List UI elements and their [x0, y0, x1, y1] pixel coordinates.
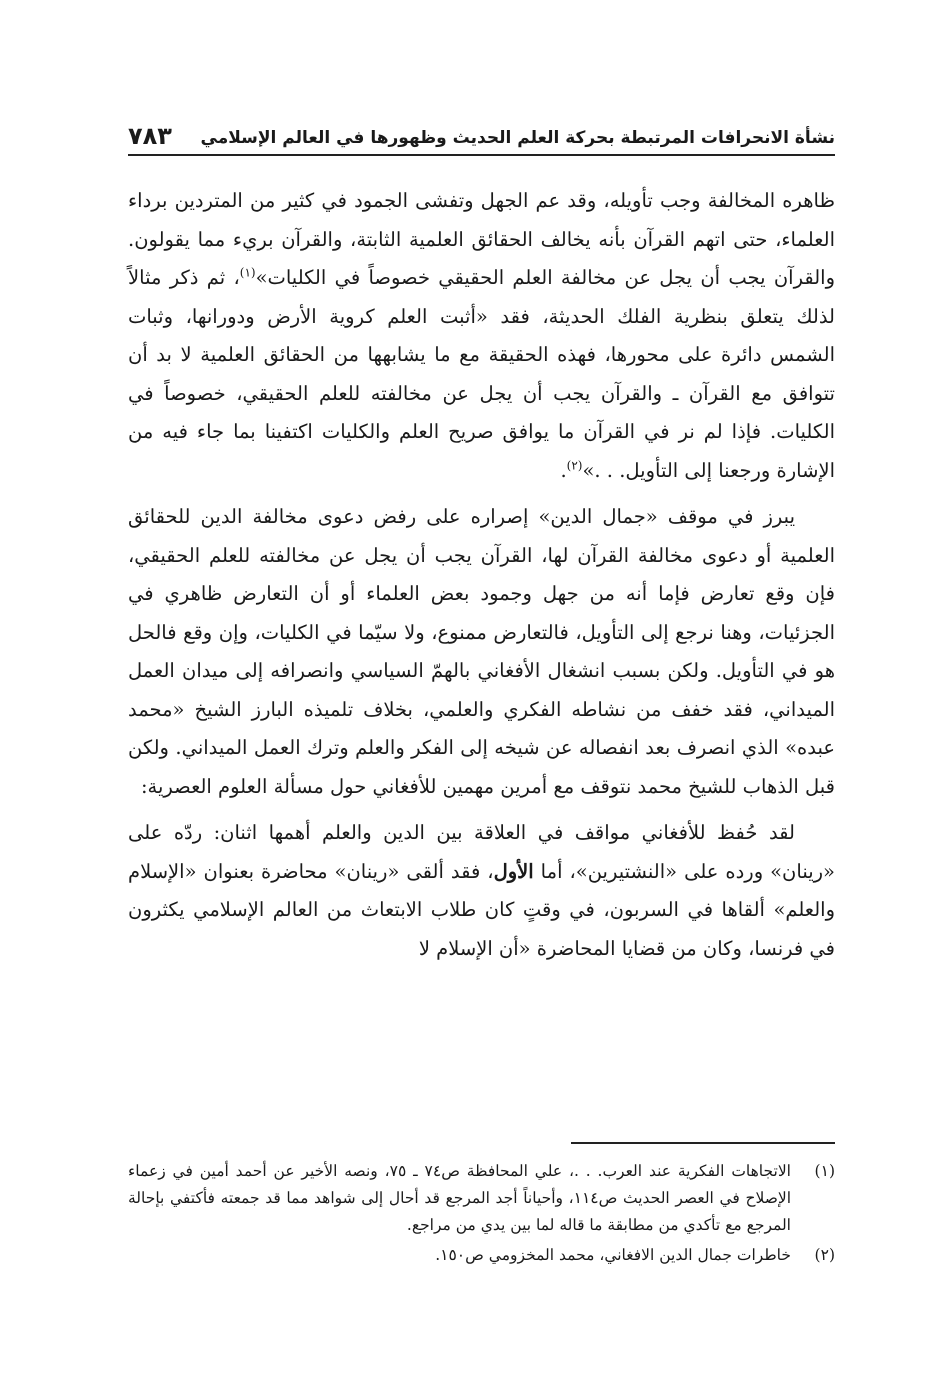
footnote-number: (٢) — [814, 1246, 835, 1264]
footnote-text: الاتجاهات الفكرية عند العرب. . .، علي المحافظة ص٧٤ ـ ٧٥، ونصه الأخير عن أحمد أمين في زعماء الإصلاح في العصر الحديث ص١١٤، وأحياناً أجد المرجع قد أحال إلى شواهد مما قد جمعته فأكتفي بإحالة المرجع مع تأكدي من مطابقة ما قاله لما بين يدي من مراجع. — [128, 1162, 792, 1234]
paragraph-3-text-a: لقد حُفظ للأفغاني مواقف في العلاقة بين الدين والعلم أهمها اثنان: ردّه على «رينان» ورده على «النشتيرين»، أما — [128, 821, 835, 883]
paragraph-1 — [128, 182, 835, 490]
page-header — [128, 108, 835, 156]
footnote-text: خاطرات جمال الدين الافغاني، محمد المخزومي ص١٥٠. — [435, 1246, 791, 1264]
body-text — [128, 182, 835, 968]
paragraph-1-text: ظاهره المخالفة وجب تأويله، وقد عم الجهل وتفشى الجمود في كثير من المتردين برداء العلماء، حتى اتهم القرآن بأنه يخالف الحقائق العلمية الثابتة، والقرآن بريء مما يقولون. والقرآن يجب أن يجل عن مخالفة العلم الحقيقي خصوصاً في الكليات» — [128, 189, 835, 289]
footnotes — [128, 1158, 835, 1272]
paragraph-1-end: . — [560, 458, 567, 482]
running-title: نشأة الانحرافات المرتبطة بحركة العلم الحديث وظهورها في العالم الإسلامي — [200, 128, 835, 148]
paragraph-2: يبرز في موقف «جمال الدين» إصراره على رفض دعوى مخالفة الدين للحقائق العلمية أو دعوى مخالفة القرآن لها، القرآن يجب أن يجل عن مخالفته للعلم الحقيقي، فإن وقع تعارض فإما أنه من جهل وجمود بعض العلماء أو أن التعارض ظاهري في الجزئيات، وهنا نرجع إلى التأويل، فالتعارض ممنوع، ولا سيّما في الكليات، وإن وقع فالحل هو في التأويل. ولكن بسبب انشغال الأفغاني بالهمّ السياسي وانصرافه إلى ميدان العمل الميداني، فقد خفف من نشاطه الفكري والعلمي، بخلاف تلميذه البارز الشيخ «محمد عبده» الذي انصرف بعد انفصاله عن شيخه إلى الفكر والعلم وترك العمل الميداني. ولكن قبل الذهاب للشيخ محمد نتوقف مع أمرين مهمين للأفغاني حول مسألة العلوم العصرية: — [128, 505, 835, 798]
footnote-ref-2: (٢) — [566, 458, 583, 472]
paragraph-3 — [128, 814, 835, 968]
footnote-divider — [571, 1142, 835, 1144]
page-number: ٧٨٣ — [128, 122, 172, 150]
paragraph-3-bold: الأول — [493, 859, 534, 883]
paragraph-3-text-b: ، فقد ألقى «رينان» محاضرة بعنوان «الإسلام والعلم» ألقاها في السربون، في وقتٍ كان طلاب الابتعاث من العالم الإسلامي يكثرون في فرنسا، وكان من قضايا المحاضرة «أن الإسلام لا — [128, 859, 835, 960]
footnote-1 — [128, 1158, 835, 1239]
paragraph-1-continuation: ، ثم ذكر مثالاً لذلك يتعلق بنظرية الفلك الحديثة، فقد «أثبت العلم كروية الأرض ودورانها، وثبات الشمس دائرة على محورها، فهذه الحقيقة مع ما يشابهها من الحقائق العلمية لا بد أن تتوافق مع القرآن ـ والقرآن يجب أن يجل عن مخالفته للعلم الحقيقي، خصوصاً في الكليات. فإذا لم نر في القرآن ما يوافق صريح العلم والكليات اكتفينا بما جاء فيه من الإشارة ورجعنا إلى التأويل. . .» — [128, 266, 835, 482]
footnote-number: (١) — [814, 1162, 835, 1180]
footnote-2 — [128, 1242, 835, 1269]
footnote-ref-1: (١) — [239, 265, 256, 280]
